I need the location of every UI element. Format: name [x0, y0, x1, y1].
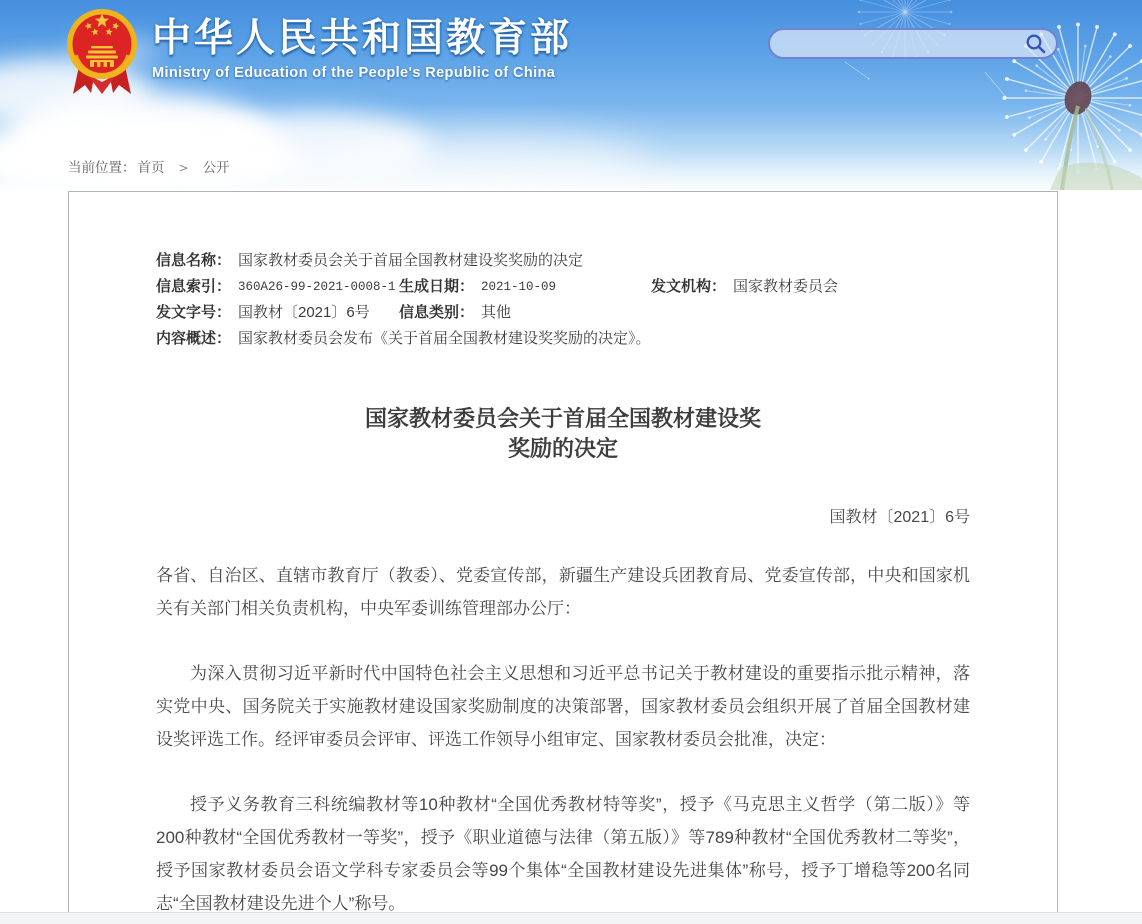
article-paragraph-awards: 授予义务教育三科统编教材等10种教材“全国优秀教材特等奖”，授予《马克思主义哲学（第二版）》等200种教材“全国优秀教材一等奖”，授予《职业道德与法律（第五版）》等789种教材“全国优秀教材二等奖”，授予国家教材委员会语文学科专家委员会等99个集体“全国教材建设先进集体”称号，授予丁增稳等200名同志“全国教材建设先进个人”称号。 [156, 795, 970, 912]
search-box[interactable] [768, 28, 1058, 59]
breadcrumb-prefix: 当前位置： [68, 160, 136, 175]
meta-value-docno: 国教材〔2021〕6号 [238, 304, 370, 321]
breadcrumb-home-link[interactable]: 首页 [137, 160, 165, 175]
meta-value-summary: 国家教材委员会发布《关于首届全国教材建设奖奖励的决定》。 [238, 330, 651, 347]
breadcrumb-current-link[interactable]: 公开 [202, 160, 230, 175]
meta-label-docno: 发文字号： [156, 304, 232, 321]
search-input[interactable] [770, 30, 1025, 57]
meta-value-date: 2021-10-09 [481, 280, 557, 294]
meta-label-index: 信息索引： [156, 278, 232, 295]
meta-row [156, 248, 970, 274]
article-title [156, 404, 970, 464]
meta-value-agency: 国家教材委员会 [733, 278, 839, 295]
meta-row [156, 300, 970, 326]
meta-label-date: 生成日期： [399, 278, 475, 295]
breadcrumb-separator: > [178, 161, 189, 175]
meta-label-type: 信息类别： [399, 304, 475, 321]
article-title-line2: 奖励的决定 [507, 436, 618, 461]
meta-value-type: 其他 [481, 304, 512, 321]
national-emblem-icon [64, 6, 140, 98]
search-icon[interactable] [1025, 33, 1047, 55]
footer-strip [0, 912, 1142, 924]
article-title-line1: 国家教材委员会关于首届全国教材建设奖 [364, 406, 761, 431]
article-paragraph-preamble: 为深入贯彻习近平新时代中国特色社会主义思想和习近平总书记关于教材建设的重要指示批示精神，落实党中央、国务院关于实施教材建设国家奖励制度的决策部署，国家教材委员会组织开展了首届全国教材建设奖评选工作。经评审委员会评审、评选工作领导小组审定、国家教材委员会批准，决定： [156, 664, 970, 749]
header-sky-background [0, 0, 1142, 190]
site-title: 中华人民共和国教育部 [152, 17, 573, 60]
meta-label-summary: 内容概述： [156, 330, 232, 347]
article-paragraph-addressees: 各省、自治区、直辖市教育厅（教委）、党委宣传部，新疆生产建设兵团教育局、党委宣传部，中央和国家机关有关部门相关负责机构，中央军委训练管理部办公厅： [156, 566, 970, 618]
breadcrumb [68, 156, 230, 176]
meta-row [156, 274, 970, 300]
content-card [68, 191, 1058, 912]
site-logo-link[interactable] [64, 6, 572, 98]
meta-row [156, 326, 970, 352]
meta-label-name: 信息名称： [156, 252, 232, 269]
document-number: 国教材〔2021〕6号 [829, 509, 970, 526]
meta-value-name: 国家教材委员会关于首届全国教材建设奖奖励的决定 [238, 252, 584, 269]
article-body [156, 559, 970, 912]
site-subtitle: Ministry of Education of the People's Republic of China [152, 65, 556, 81]
meta-value-index: 360A26-99-2021-0008-1 [238, 280, 396, 294]
meta-label-agency: 发文机构： [651, 278, 727, 295]
document-meta [156, 248, 970, 352]
